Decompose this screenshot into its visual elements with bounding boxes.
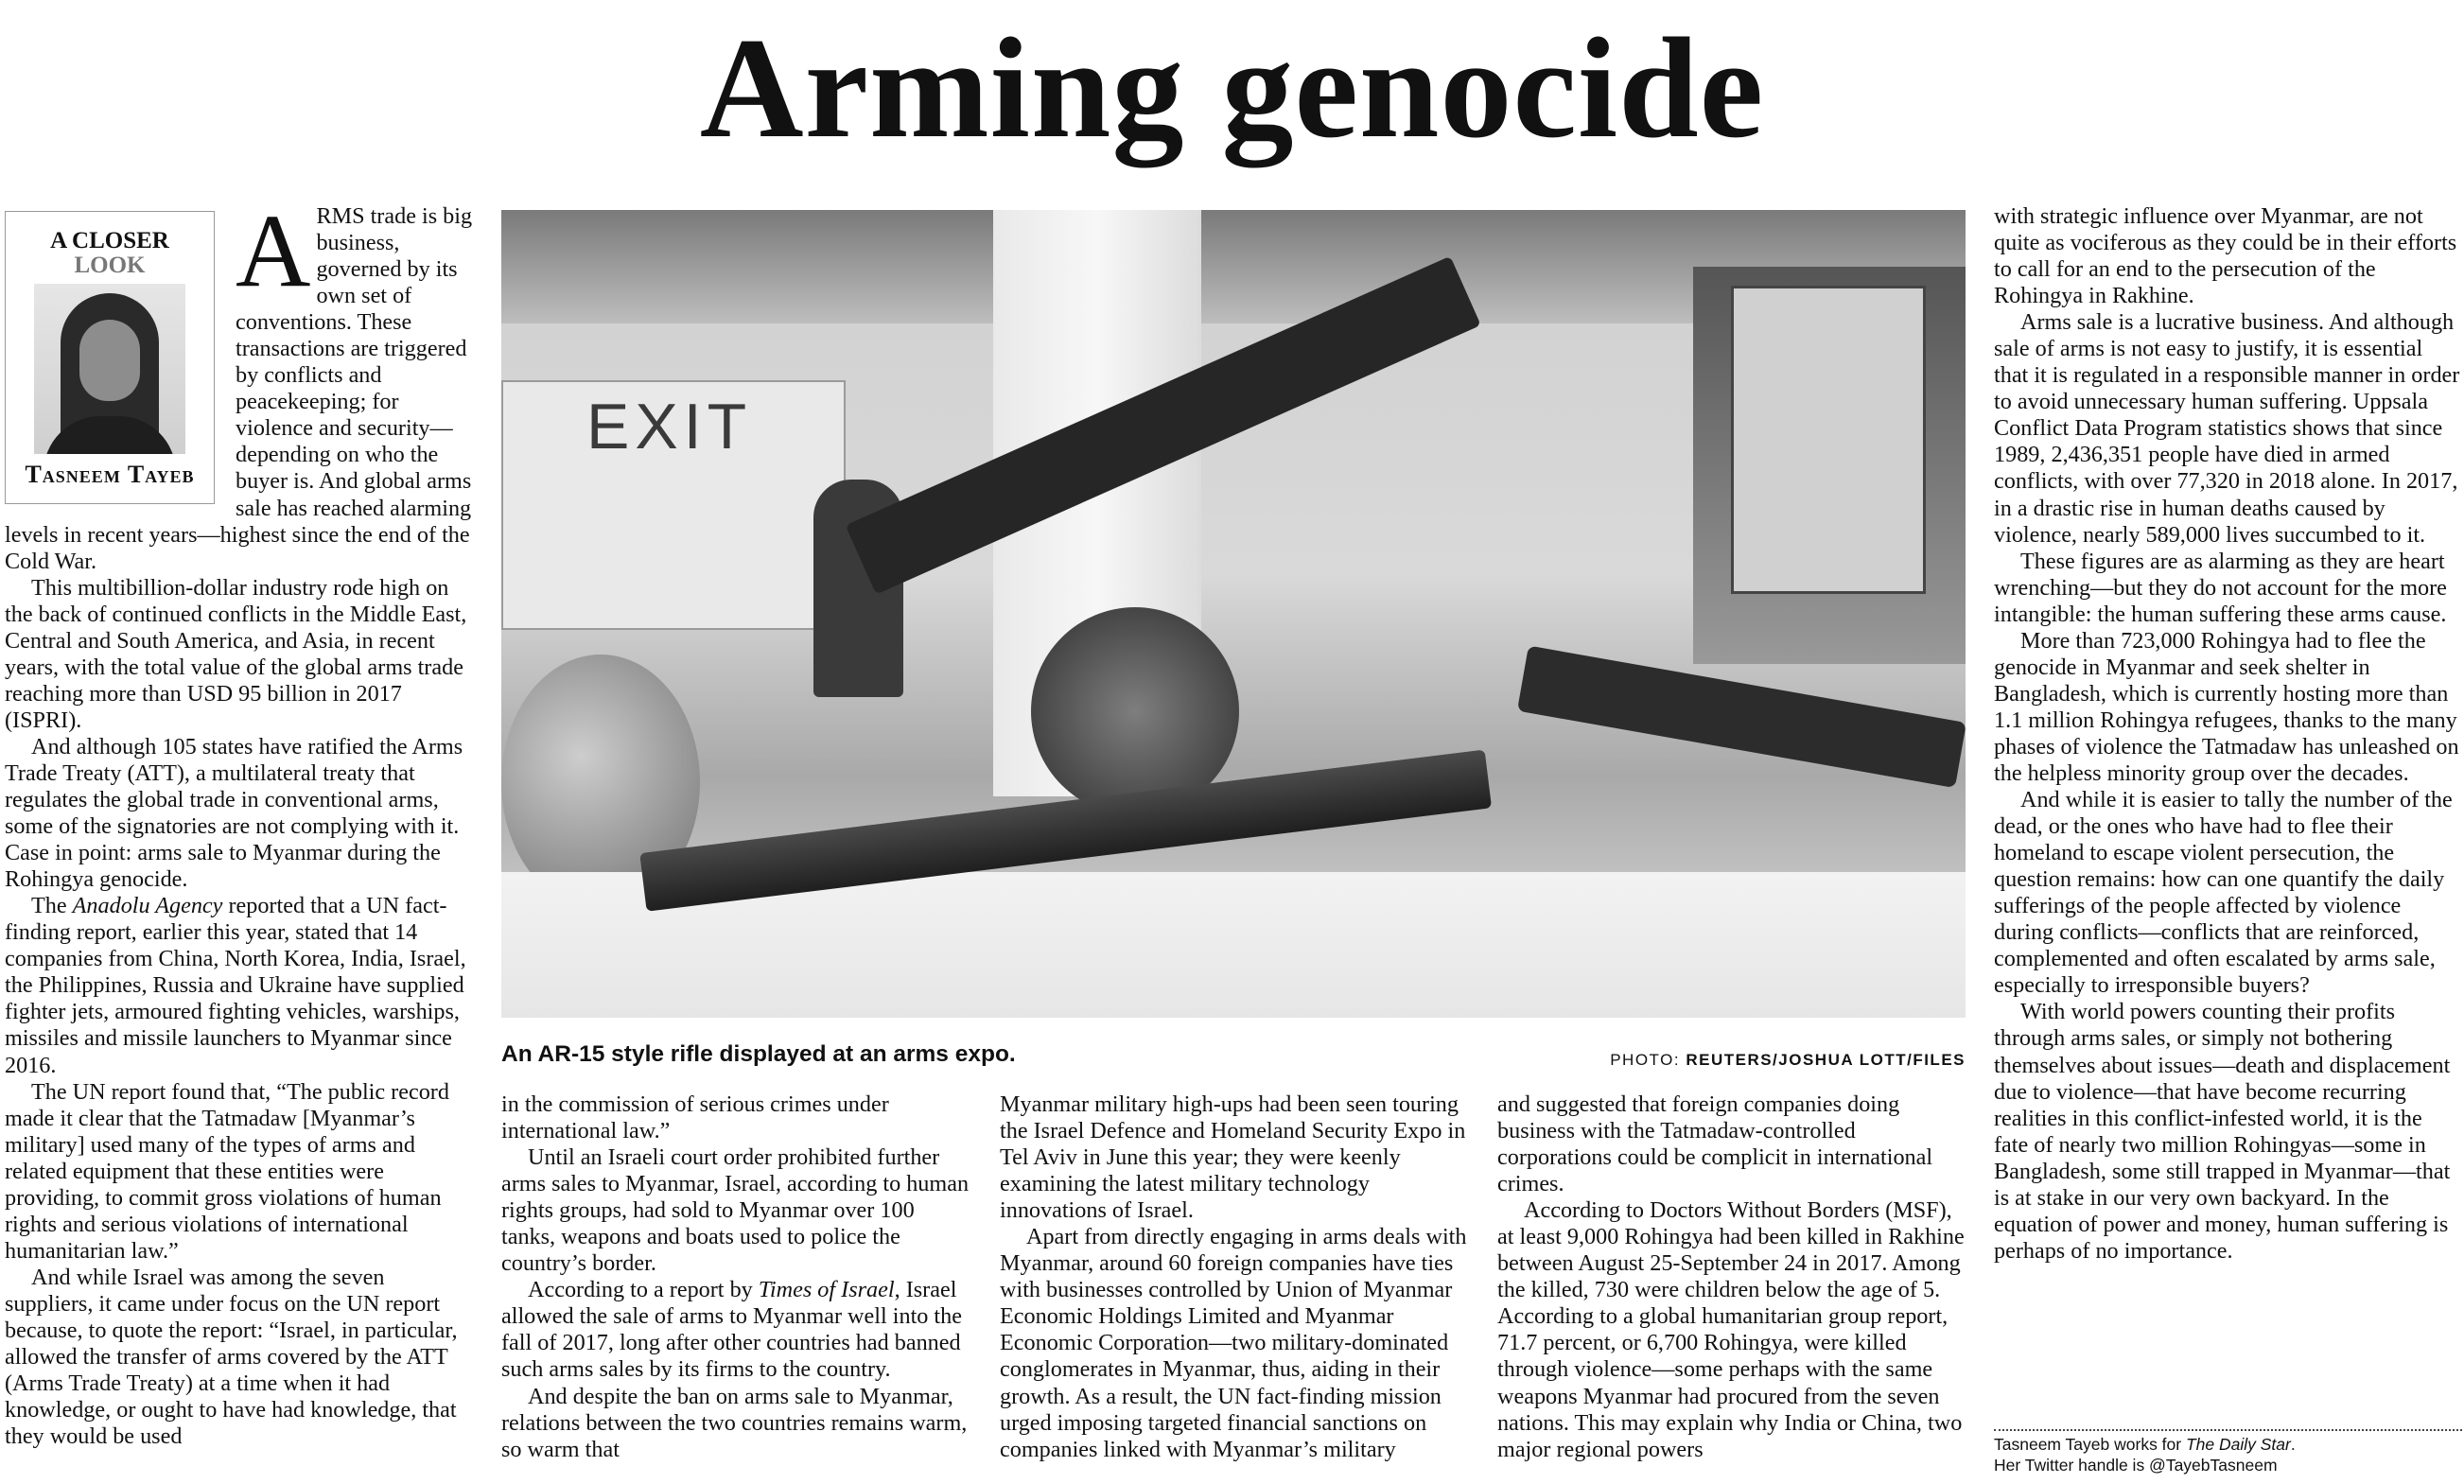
article-column-3: [1000, 1091, 1468, 1463]
article-column-5: [1994, 203, 2462, 1265]
news-photo-rifle: [501, 210, 1966, 1018]
byline-box: [5, 211, 215, 504]
author-photo: [34, 284, 185, 454]
paragraph: ARMS trade is big business, governed by its own set of conventions. These transactions are triggered by conflicts and peacekeeping; for violence and security—depending on who the buyer is. And global arms sale has reached alarming levels in recent years—highest since the end of the Cold War.: [5, 193, 473, 574]
article-column-2: [501, 1091, 970, 1463]
paragraph: According to a report by Times of Israel, Israel allowed the sale of arms to Myanmar well into the fall of 2017, long after other countries had banned such arms sales by its firms to the country.: [501, 1277, 962, 1383]
paragraph: The UN report found that, “The public record made it clear that the Tatmadaw [Myanmar’s military] used many of the types of arms and related equipment that these entities were providing, to commit gross violations of human rights and serious violations of international humanitarian law.”: [5, 1078, 449, 1264]
exit-sign: EXIT: [586, 391, 753, 463]
paragraph: With world powers counting their profits through arms sales, or simply not bothering themselves about issues—death and displacement due to violence—that have become recurring realities in this conflict-infested world, it is the fate of nearly two million Rohingyas—some in Bangladesh, some still trapped in Myanmar—that is at stake in our very own backyard. In the equation of power and money, human suffering is perhaps of no importance.: [1994, 999, 2451, 1264]
drop-cap: A: [236, 193, 311, 308]
footnote-line-2: Her Twitter handle is @TayebTasneem: [1994, 1456, 2278, 1475]
footnote-line-1: Tasneem Tayeb works for The Daily Star.: [1994, 1435, 2296, 1454]
paragraph: Until an Israeli court order prohibited further arms sales to Myanmar, Israel, according to human rights groups, had sold to Myanmar over 100 tanks, weapons and boats used to police the country’s border.: [501, 1144, 970, 1277]
paragraph: These figures are as alarming as they are heart wrenching—but they do not account for the more intangible: the human suffering these arms cause.: [1994, 548, 2447, 627]
author-name: Tasneem Tayeb: [25, 461, 195, 488]
paragraph: Apart from directly engaging in arms deals with Myanmar, around 60 foreign companies have ties with businesses controlled by Union of Myanmar Economic Holdings Limited and Myanmar Economic Corporation—two military-dominated conglomerates in Myanmar, thus, aiding in their growth. As a result, the UN fact-finding mission urged imposing targeted financial sanctions on companies linked with Myanmar’s military: [1000, 1224, 1467, 1462]
column-kicker-sub: LOOK: [74, 253, 146, 278]
photo-credit: PHOTO: REUTERS/JOSHUA LOTT/FILES: [1610, 1051, 1966, 1069]
paragraph: And while Israel was among the seven suppliers, it came under focus on the UN report because, to quote the report: “Israel, in particular, allowed the transfer of arms covered by the ATT (Arms Trade Treaty) at a time when it had knowledge, or ought to have had knowledge, that they would be used: [5, 1264, 458, 1450]
photo-caption: An AR-15 style rifle displayed at an arms expo.: [501, 1041, 1016, 1067]
article-column-1: [5, 193, 473, 1450]
author-footnote: [1994, 1434, 2462, 1475]
article-column-4: [1497, 1091, 1966, 1463]
paragraph: The Anadolu Agency reported that a UN fact-finding report, earlier this year, stated that 14 companies from China, North Korea, India, Israel, the Philippines, Russia and Ukraine have supplied fighter jets, armoured fighting vehicles, warships, missiles and missile launchers to Myanmar since 2016.: [5, 893, 466, 1078]
paragraph: in the commission of serious crimes under international law.”: [501, 1091, 889, 1144]
headline: Arming genocide: [699, 9, 1765, 167]
paragraph: This multibillion-dollar industry rode high on the back of continued conflicts in the Middle East, Central and South America, and Asia, in recent years, with the total value of the global arms trade reaching more than USD 95 billion in 2017 (ISPRI).: [5, 574, 467, 733]
paragraph: Myanmar military high-ups had been seen touring the Israel Defence and Homeland Security Expo in Tel Aviv in June this year; they were keenly examining the latest military technology innovations of Israel.: [1000, 1091, 1466, 1224]
paragraph: And although 105 states have ratified the Arms Trade Treaty (ATT), a multilateral treaty that regulates the global trade in conventional arms, some of the signatories are not complying with it. Case in point: arms sale to Myanmar during the Rohingya genocide.: [5, 733, 463, 893]
paragraph: with strategic influence over Myanmar, are not quite as vociferous as they could be in their efforts to call for an end to the persecution of the Rohingya in Rakhine.: [1994, 203, 2457, 309]
paragraph: More than 723,000 Rohingya had to flee the genocide in Myanmar and seek shelter in Bangladesh, which is currently hosting more than 1.1 million Rohingya refugees, thanks to the many phases of violence the Tatmadaw has unleashed on the helpless minority group over the decades.: [1994, 627, 2459, 786]
paragraph: Arms sale is a lucrative business. And although sale of arms is not easy to justify, it is essential that it is regulated in a responsible manner in order to avoid unnecessary human suffering. Uppsala Conflict Data Program statistics shows that since 1989, 2,436,351 people have died in armed conflicts, with over 77,320 in 2018 alone. In 2017, in a drastic rise in human deaths caused by violence, nearly 589,000 lives succumbed to it.: [1994, 309, 2460, 548]
footnote-divider: [1994, 1429, 2462, 1431]
paragraph: and suggested that foreign companies doing business with the Tatmadaw-controlled corporations could be complicit in international crimes.: [1497, 1091, 1933, 1197]
column-kicker: A CLOSER: [50, 228, 169, 253]
paragraph: And while it is easier to tally the number of the dead, or the ones who have had to flee their homeland to escape violent persecution, the question remains: how can one quantify the daily sufferings of the people affected by violence during conflicts—conflicts that are reinforced, complemented and often escalated by arms sale, especially to irresponsible buyers?: [1994, 787, 2453, 999]
paragraph: And despite the ban on arms sale to Myanmar, relations between the two countries remains warm, so warm that: [501, 1383, 968, 1462]
paragraph: According to Doctors Without Borders (MSF), at least 9,000 Rohingya had been killed in Rakhine between August 25-September 24 in 2017. Among the killed, 730 were children below the age of 5. According to a global humanitarian group report, 71.7 percent, or 6,700 Rohingya, were killed through violence—some perhaps with the same weapons Myanmar had procured from the seven nations. This may explain why India or China, two major regional powers: [1497, 1197, 1965, 1462]
